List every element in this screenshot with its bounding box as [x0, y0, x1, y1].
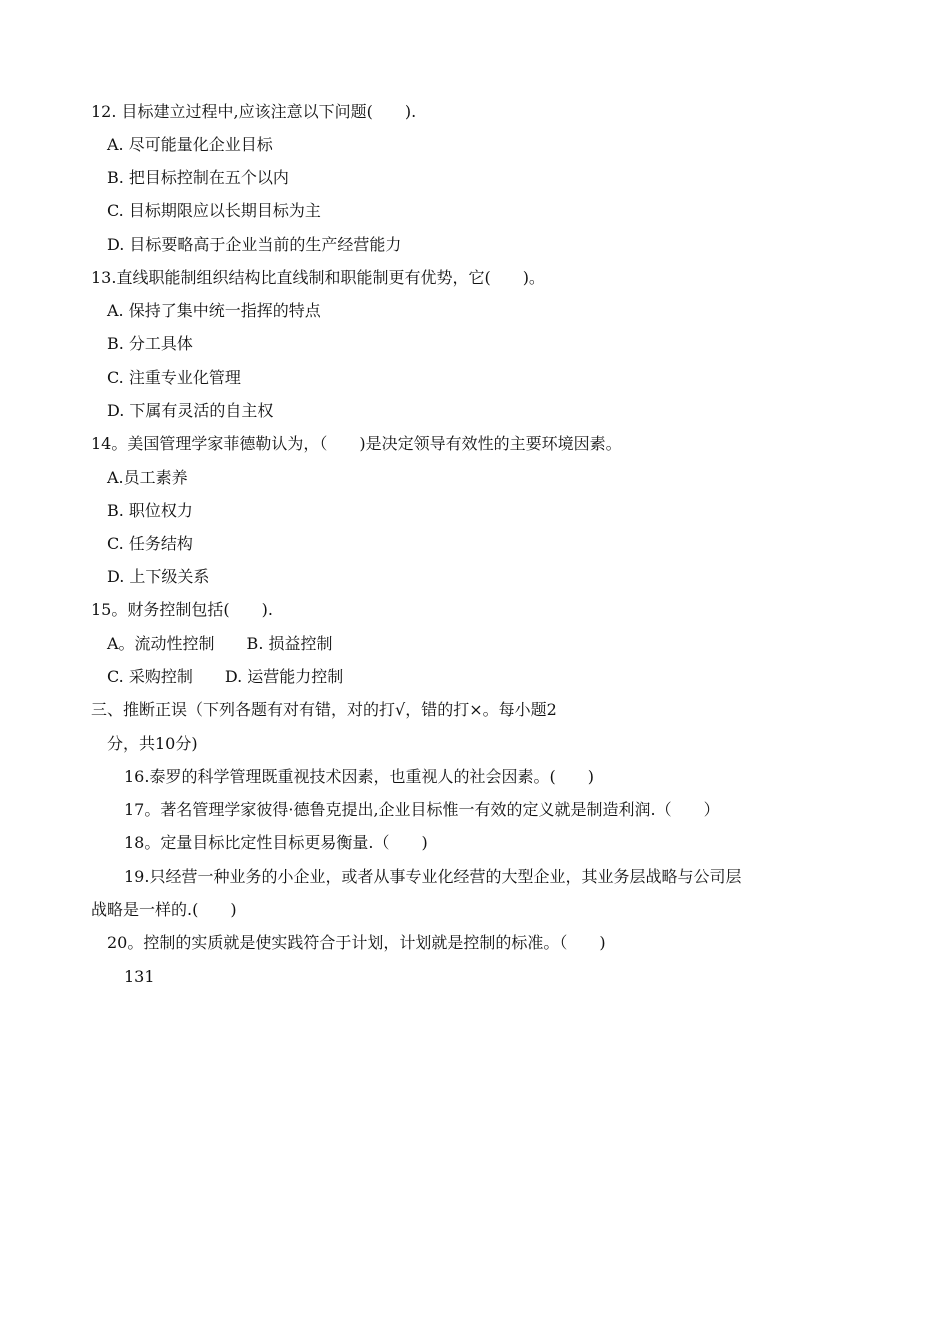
- question-14-option-a: A.员工素养: [107, 468, 188, 487]
- question-13-option-d: D. 下属有灵活的自主权: [107, 401, 274, 420]
- question-19-line-1: 19.只经营一种业务的小企业，或者从事专业化经营的大型企业，其业务层战略与公司层: [124, 867, 742, 886]
- question-16: 16.泰罗的科学管理既重视技术因素，也重视人的社会因素。( ): [124, 767, 594, 786]
- question-15-stem: 15。财务控制包括( ).: [91, 600, 273, 619]
- section-3-heading: 三、推断正误（下列各题有对有错，对的打√，错的打×。每小题2: [91, 700, 557, 719]
- question-13-option-b: B. 分工具体: [107, 334, 193, 353]
- question-15-options-cd: C. 采购控制 D. 运营能力控制: [107, 667, 344, 686]
- question-14-stem: 14。美国管理学家菲德勒认为，（ )是决定领导有效性的主要环境因素。: [91, 434, 622, 453]
- question-20: 20。控制的实质就是使实践符合于计划，计划就是控制的标准。（ ): [107, 933, 606, 952]
- question-14-option-b: B. 职位权力: [107, 501, 193, 520]
- question-18: 18。定量目标比定性目标更易衡量.（ ): [124, 833, 428, 852]
- question-12-option-a: A. 尽可能量化企业目标: [107, 135, 273, 154]
- question-15-options-ab: A。流动性控制 B. 损益控制: [107, 634, 333, 653]
- question-14-option-c: C. 任务结构: [107, 534, 193, 553]
- section-3-heading-cont: 分，共10分): [107, 734, 198, 753]
- question-13-option-a: A. 保持了集中统一指挥的特点: [107, 301, 321, 320]
- question-12-option-c: C. 目标期限应以长期目标为主: [107, 201, 321, 220]
- question-13-option-c: C. 注重专业化管理: [107, 368, 241, 387]
- question-19-line-2: 战略是一样的.( ): [91, 900, 237, 919]
- page-number: 131: [124, 967, 155, 986]
- question-12-stem: 12. 目标建立过程中,应该注意以下问题( ).: [91, 102, 417, 121]
- question-12-option-d: D. 目标要略高于企业当前的生产经营能力: [107, 235, 402, 254]
- question-17: 17。著名管理学家彼得·德鲁克提出,企业目标惟一有效的定义就是制造利润.（ ）: [124, 800, 720, 819]
- question-12-option-b: B. 把目标控制在五个以内: [107, 168, 289, 187]
- question-13-stem: 13.直线职能制组织结构比直线制和职能制更有优势，它( )。: [91, 268, 545, 287]
- question-14-option-d: D. 上下级关系: [107, 567, 210, 586]
